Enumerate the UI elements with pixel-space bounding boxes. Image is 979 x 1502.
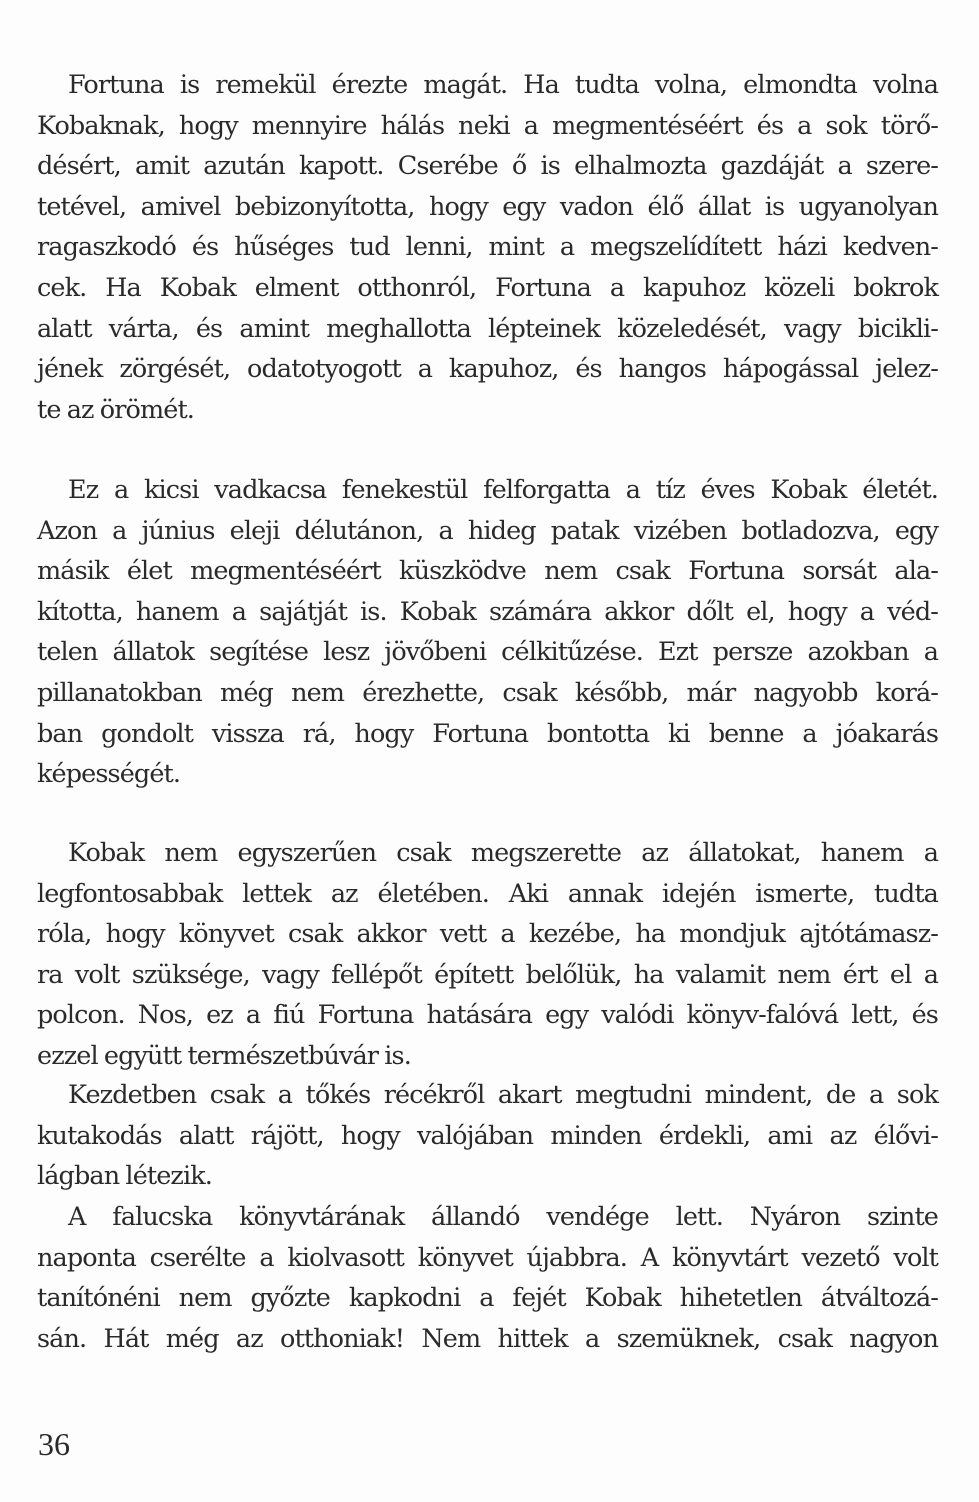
text-line: Azon a június eleji délutánon, a hideg patak vizében botladozva, egy (37, 515, 938, 546)
text-line: polcon. Nos, ez a fiú Fortuna hatására egy valódi könyv-falóvá lett, és (37, 1000, 938, 1031)
text-line: tanítónéni nem győzte kapkodni a fejét Kobak hihetetlen átváltozá- (37, 1283, 938, 1314)
text-line: sán. Hát még az otthoniak! Nem hittek a szemüknek, csak nagyon (37, 1323, 938, 1354)
text-line: legfontosabbak lettek az életében. Aki annak idején ismerte, tudta (37, 878, 938, 909)
text-line: másik élet megmentéséért küszködve nem csak Fortuna sorsát ala- (37, 556, 938, 587)
text-line: Kobak nem egyszerűen csak megszerette az állatokat, hanem a (68, 838, 938, 868)
paragraph-2 (37, 470, 938, 795)
text-line: lágban létezik. (37, 1161, 212, 1192)
text-line: ban gondolt vissza rá, hogy Fortuna bontotta ki benne a jóakarás (37, 718, 938, 749)
text-line: ezzel együtt természetbúvár is. (37, 1040, 411, 1071)
text-line: te az örömét. (37, 394, 195, 425)
text-line: naponta cserélte a kiolvasott könyvet újabbra. A könyvtárt vezető volt (37, 1242, 938, 1273)
paragraph-1 (37, 65, 938, 430)
text-line: ragaszkodó és hűséges tud lenni, mint a megszelídített házi kedven- (37, 232, 938, 263)
text-line: jének zörgését, odatotyogott a kapuhoz, és hangos hápogással jelez- (37, 354, 938, 385)
text-line: kutakodás alatt rájött, hogy valójában minden érdekli, ami az élővi- (37, 1120, 938, 1151)
text-line: Fortuna is remekül érezte magát. Ha tudta volna, elmondta volna (68, 70, 938, 100)
text-line: pillanatokban még nem érezhette, csak később, már nagyobb korá- (37, 677, 938, 708)
text-line: alatt várta, és amint meghallotta lépteinek közeledését, vagy bicikli- (37, 313, 938, 344)
text-line: A falucska könyvtárának állandó vendége lett. Nyáron szinte (68, 1202, 938, 1232)
text-line: kította, hanem a sajátját is. Kobak számára akkor dőlt el, hogy a véd- (37, 596, 938, 627)
paragraph-5 (37, 1197, 938, 1359)
text-line: tetével, amivel bebizonyította, hogy egy vadon élő állat is ugyanolyan (37, 191, 938, 222)
text-line: Kezdetben csak a tőkés récékről akart megtudni mindent, de a sok (68, 1080, 938, 1110)
text-line: désért, amit azután kapott. Cserébe ő is elhalmozta gazdáját a szere- (37, 151, 938, 182)
paragraph-3 (37, 833, 938, 1077)
page-number: 36 (38, 1426, 70, 1462)
text-line: ra volt szüksége, vagy fellépőt épített belőlük, ha valamit nem ért el a (37, 959, 938, 990)
text-line: róla, hogy könyvet csak akkor vett a kezébe, ha mondjuk ajtótámasz- (37, 919, 938, 950)
text-line: cek. Ha Kobak elment otthonról, Fortuna a kapuhoz közeli bokrok (37, 272, 938, 303)
paragraph-4 (37, 1075, 938, 1197)
text-line: Kobaknak, hogy mennyire hálás neki a megmentéséért és a sok törő- (37, 110, 938, 141)
text-line: telen állatok segítése lesz jövőbeni célkitűzése. Ezt persze azokban a (37, 637, 938, 668)
text-line: képességét. (37, 759, 181, 790)
text-line: Ez a kicsi vadkacsa fenekestül felforgatta a tíz éves Kobak életét. (68, 475, 938, 505)
